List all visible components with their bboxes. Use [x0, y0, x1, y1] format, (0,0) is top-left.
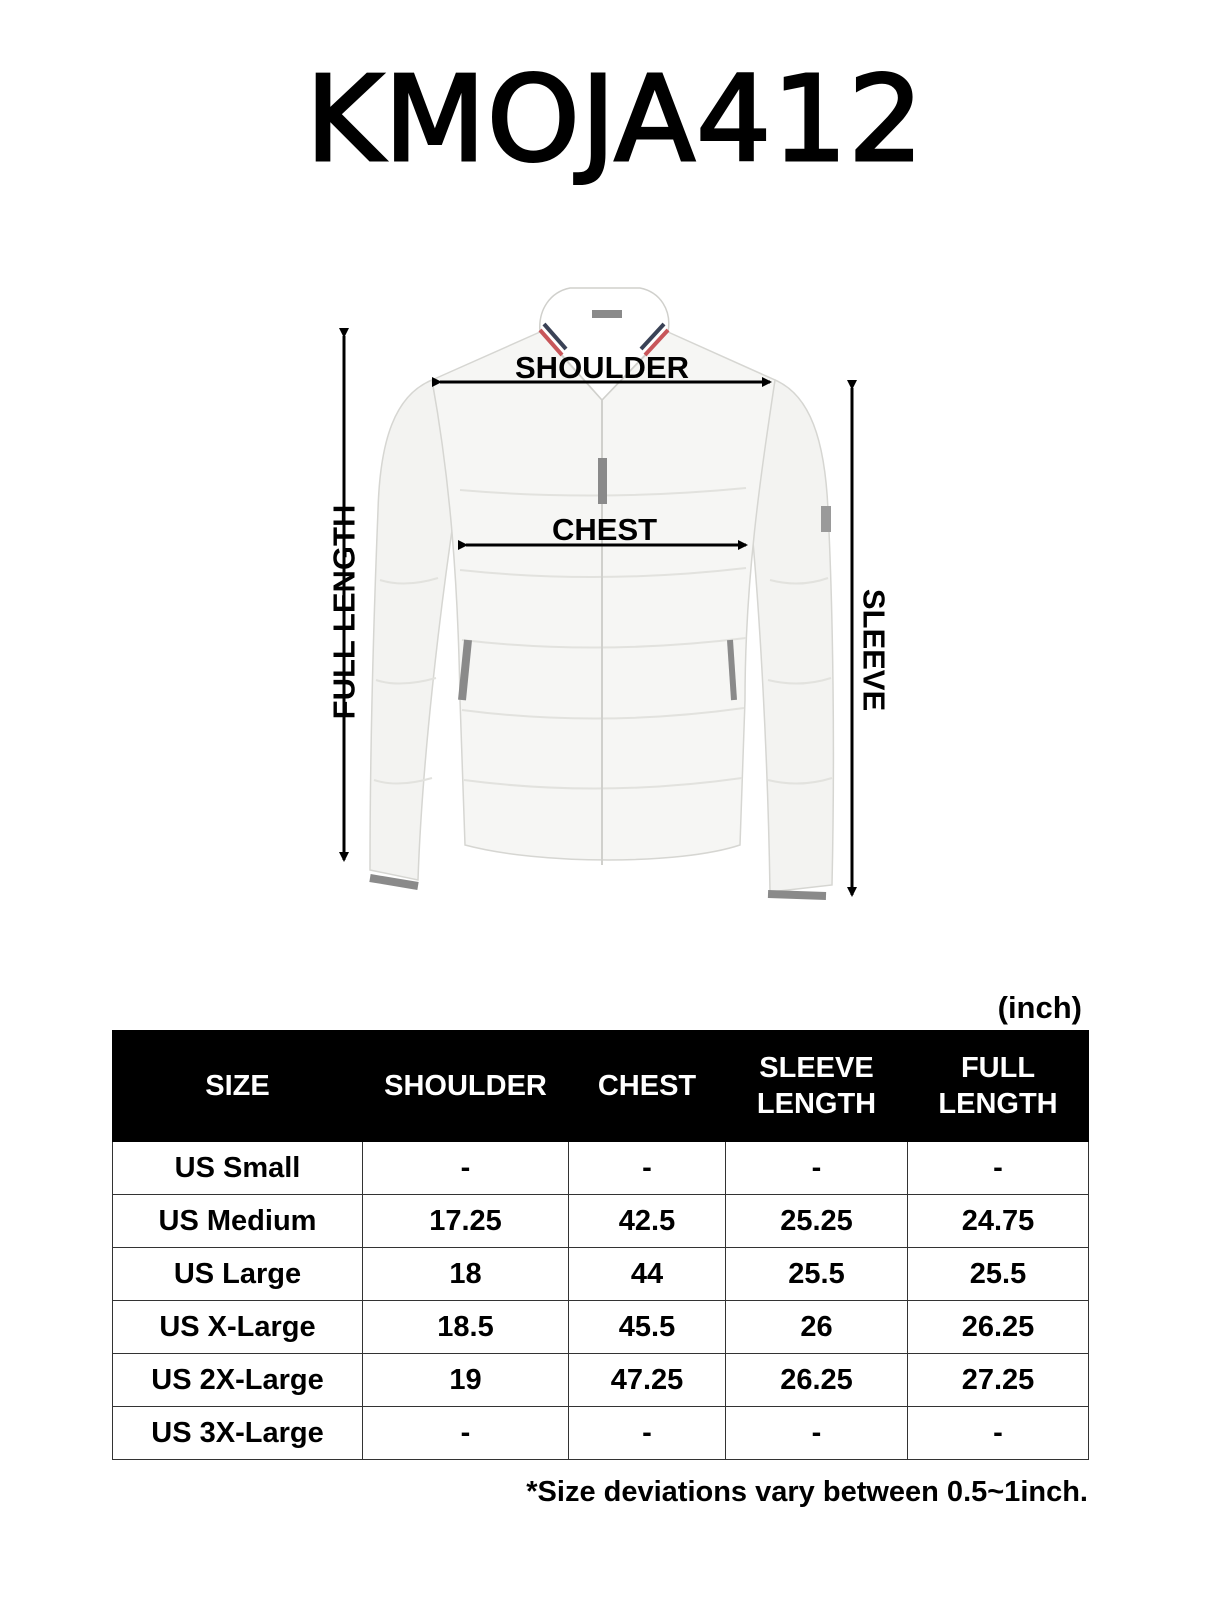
full-length-cell: - — [908, 1407, 1089, 1460]
sleeve-length-cell: 26.25 — [726, 1354, 908, 1407]
sleeve-length-cell: 25.5 — [726, 1248, 908, 1301]
unit-label: (inch) — [997, 990, 1082, 1025]
chest-cell: - — [569, 1407, 726, 1460]
size-cell: US 2X-Large — [113, 1354, 363, 1407]
header-sleeve-length: SLEEVE LENGTH — [726, 1031, 908, 1142]
sleeve-length-cell: 26 — [726, 1301, 908, 1354]
shoulder-cell: 19 — [363, 1354, 569, 1407]
full-length-cell: 27.25 — [908, 1354, 1089, 1407]
full-length-cell: - — [908, 1142, 1089, 1195]
full-length-cell: 26.25 — [908, 1301, 1089, 1354]
shoulder-cell: - — [363, 1407, 569, 1460]
chest-cell: 47.25 — [569, 1354, 726, 1407]
table-row — [113, 1248, 1089, 1301]
size-cell: US Small — [113, 1142, 363, 1195]
table-row — [113, 1354, 1089, 1407]
chest-cell: 45.5 — [569, 1301, 726, 1354]
shoulder-cell: 18 — [363, 1248, 569, 1301]
full-length-label: FULL LENGTH — [326, 504, 362, 720]
size-cell: US X-Large — [113, 1301, 363, 1354]
chest-cell: 44 — [569, 1248, 726, 1301]
size-deviation-note: *Size deviations vary between 0.5~1inch. — [526, 1476, 1088, 1508]
shoulder-cell: 18.5 — [363, 1301, 569, 1354]
product-code-title: KMOJA412 — [305, 50, 925, 188]
sleeve-length-cell: - — [726, 1142, 908, 1195]
size-cell: US Medium — [113, 1195, 363, 1248]
header-full-length: FULL LENGTH — [908, 1031, 1089, 1142]
shoulder-cell: 17.25 — [363, 1195, 569, 1248]
full-length-cell: 25.5 — [908, 1248, 1089, 1301]
sleeve-length-cell: - — [726, 1407, 908, 1460]
shoulder-cell: - — [363, 1142, 569, 1195]
chest-label: CHEST — [552, 512, 658, 547]
header-chest: CHEST — [569, 1031, 726, 1142]
sleeve-length-cell: 25.25 — [726, 1195, 908, 1248]
size-chart-table — [112, 1030, 1089, 1460]
size-cell: US 3X-Large — [113, 1407, 363, 1460]
chest-cell: 42.5 — [569, 1195, 726, 1248]
header-shoulder: SHOULDER — [363, 1031, 569, 1142]
table-row — [113, 1142, 1089, 1195]
table-row — [113, 1301, 1089, 1354]
table-row — [113, 1407, 1089, 1460]
size-cell: US Large — [113, 1248, 363, 1301]
jacket-measurement-figure — [300, 280, 940, 920]
header-size: SIZE — [113, 1031, 363, 1142]
sleeve-label: SLEEVE — [856, 588, 892, 712]
table-header-row — [113, 1031, 1089, 1142]
full-length-cell: 24.75 — [908, 1195, 1089, 1248]
table-row — [113, 1195, 1089, 1248]
chest-cell: - — [569, 1142, 726, 1195]
shoulder-label: SHOULDER — [515, 350, 689, 385]
